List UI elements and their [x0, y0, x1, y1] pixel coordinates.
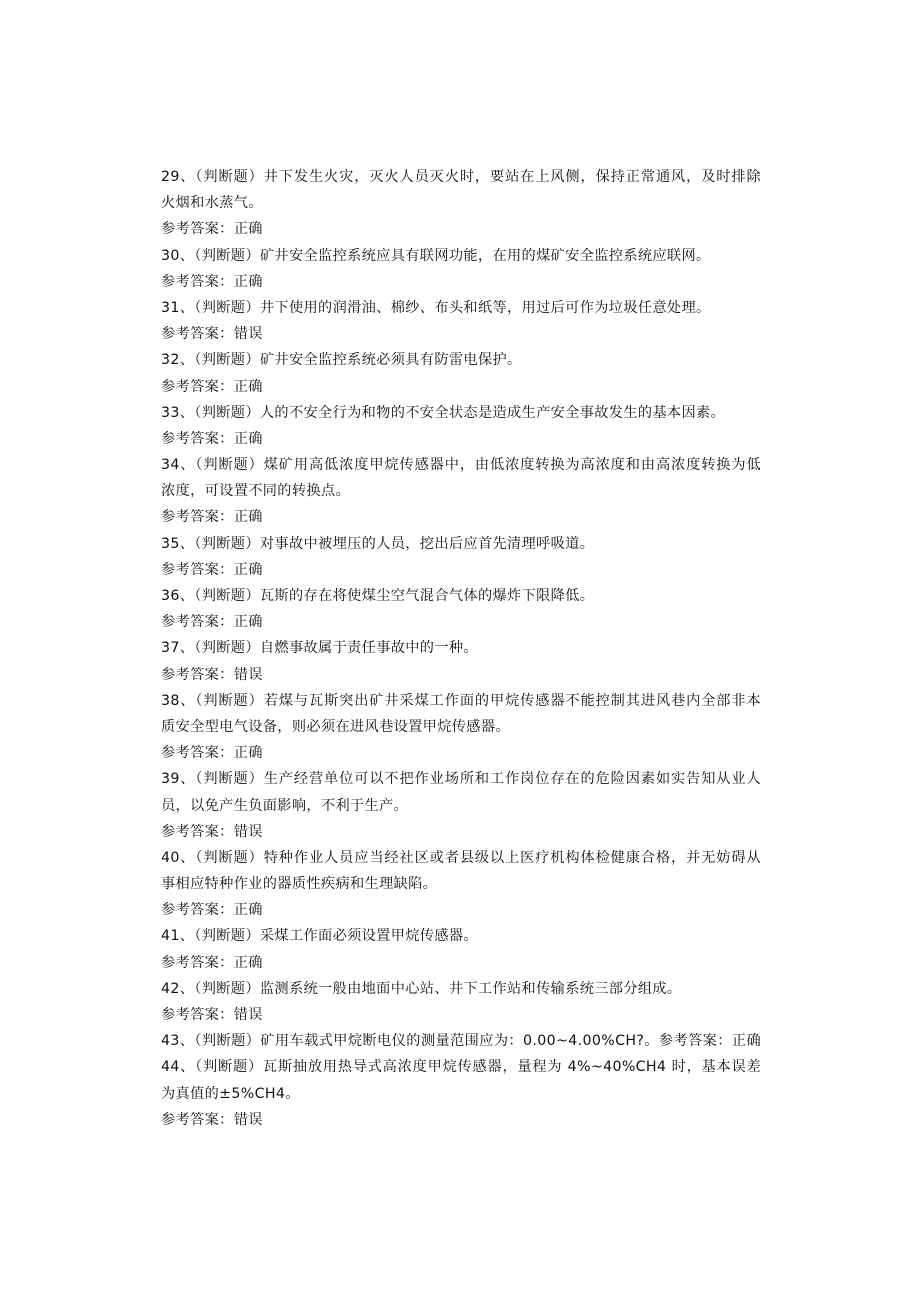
answer-33: 参考答案：正确	[161, 430, 263, 447]
answer-34: 参考答案：正确	[161, 509, 263, 526]
question-34-line-2: 浓度，可设置不同的转换点。	[161, 483, 350, 500]
answer-44: 参考答案：错误	[161, 1111, 263, 1128]
answer-30: 参考答案：正确	[161, 273, 263, 290]
answer-38: 参考答案：正确	[161, 745, 263, 762]
question-36-line-1: 36、（判断题）瓦斯的存在将使煤尘空气混合气体的爆炸下限降低。	[161, 588, 595, 604]
question-32-line-1: 32、（判断题）矿井安全监控系统必须具有防雷电保护。	[161, 352, 522, 369]
answer-29: 参考答案：正确	[161, 221, 263, 238]
answer-31: 参考答案：错误	[161, 326, 263, 343]
question-40-line-1: 40、（判断题）特种作业人员应当经社区或者县级以上医疗机构体检健康合格，并无妨碍从	[161, 849, 761, 866]
answer-32: 参考答案：正确	[161, 378, 263, 395]
question-29-line-2: 火烟和水蒸气。	[161, 195, 263, 212]
question-40-line-2: 事相应特种作业的器质性疾病和生理缺陷。	[161, 876, 438, 893]
question-31-line-1: 31、（判断题）井下使用的润滑油、棉纱、布头和纸等，用过后可作为垃圾任意处理。	[161, 299, 711, 316]
question-33-line-1: 33、（判断题）人的不安全行为和物的不安全状态是造成生产安全事故发生的基本因素。	[161, 404, 726, 421]
question-44-line-1: 44、（判断题）瓦斯抽放用热导式高浓度甲烷传感器，量程为 4%~40%CH4 时，基本误差	[161, 1059, 761, 1076]
answer-36: 参考答案：正确	[161, 614, 263, 631]
question-29-line-1: 29、（判断题）井下发生火灾，灭火人员灭火时，要站在上风侧，保持正常通风，及时排除	[161, 169, 761, 185]
question-34-line-1: 34、（判断题）煤矿用高低浓度甲烷传感器中，由低浓度转换为高浓度和由高浓度转换为低	[161, 457, 761, 474]
question-39-line-1: 39、（判断题）生产经营单位可以不把作业场所和工作岗位存在的危险因素如实告知从业人	[161, 771, 761, 788]
question-37-line-1: 37、（判断题）自燃事故属于责任事故中的一种。	[161, 640, 478, 657]
question-38-line-1: 38、（判断题）若煤与瓦斯突出矿井采煤工作面的甲烷传感器不能控制其进风巷内全部非本	[161, 692, 761, 709]
answer-35: 参考答案：正确	[161, 561, 263, 578]
answer-39: 参考答案：错误	[161, 823, 263, 840]
answer-41: 参考答案：正确	[161, 954, 263, 971]
question-38-line-2: 质安全型电气设备，则必须在进风巷设置甲烷传感器。	[161, 718, 510, 735]
answer-42: 参考答案：错误	[161, 1007, 263, 1023]
question-list	[161, 164, 761, 1133]
question-30-line-1: 30、（判断题）矿井安全监控系统应具有联网功能，在用的煤矿安全监控系统应联网。	[161, 247, 711, 264]
question-43-line-1: 43、（判断题）矿用车载式甲烷断电仪的测量范围应为：0.00~4.00%CH?。参考答案：正确	[161, 1033, 761, 1050]
question-39-line-2: 员，以免产生负面影响，不利于生产。	[161, 797, 409, 814]
question-41-line-1: 41、（判断题）采煤工作面必须设置甲烷传感器。	[161, 928, 478, 945]
answer-40: 参考答案：正确	[161, 902, 263, 919]
question-44-line-2: 为真值的±5%CH4。	[161, 1085, 300, 1102]
answer-37: 参考答案：错误	[161, 666, 263, 683]
question-35-line-1: 35、（判断题）对事故中被埋压的人员，挖出后应首先清理呼吸道。	[161, 535, 595, 552]
question-42-line-1: 42、（判断题）监测系统一般由地面中心站、井下工作站和传输系统三部分组成。	[161, 980, 682, 997]
